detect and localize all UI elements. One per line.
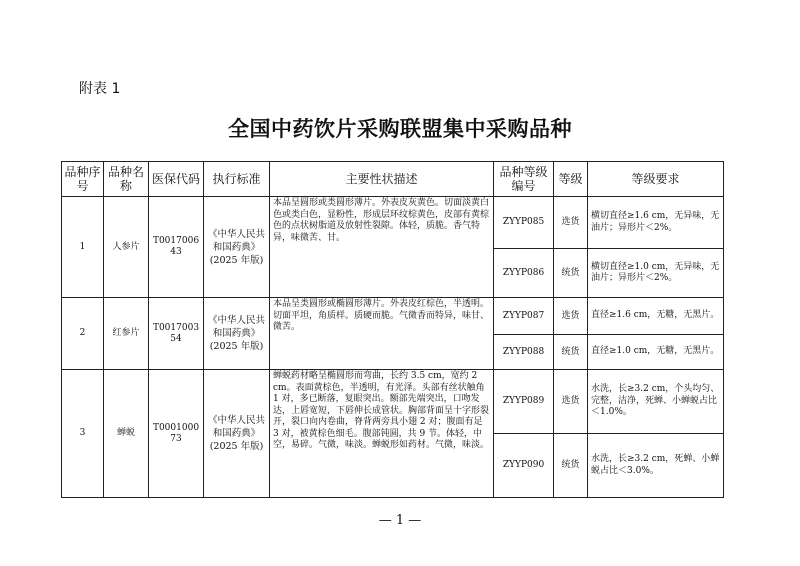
- page-number: — 1 —: [378, 513, 422, 528]
- cell-standard: 《中华人民共和国药典》(2025 年版): [204, 298, 270, 370]
- cell-name: 红参片: [104, 298, 149, 370]
- cell-grade: 选货: [554, 298, 588, 335]
- page-title: 全国中药饮片采购联盟集中采购品种: [228, 116, 572, 141]
- cell-grade-code: ZYYP090: [494, 434, 554, 498]
- cell-grade-code: ZYYP089: [494, 370, 554, 434]
- header-grade-code: 品种等级编号: [494, 162, 554, 197]
- cell-standard: 《中华人民共和国药典》(2025 年版): [204, 370, 270, 498]
- cell-grade-code: ZYYP087: [494, 298, 554, 335]
- cell-grade-req: 水洗，长≥3.2 cm，个头均匀、完整，洁净，死蝉、小蝉蜕占比＜1.0%。: [588, 370, 724, 434]
- cell-description: 本品呈圆形或类圆形薄片。外表皮灰黄色。切面淡黄白色或类白色，显粉性，形成层环纹棕黄色，皮部有黄棕色的点状树脂道及放射性裂隙。体轻，质脆。香气特异，味微苦、甘。: [270, 197, 494, 298]
- cell-grade: 统货: [554, 434, 588, 498]
- cell-grade-req: 水洗，长≥3.2 cm，死蝉、小蝉蜕占比＜3.0%。: [588, 434, 724, 498]
- cell-grade: 选货: [554, 197, 588, 249]
- header-code: 医保代码: [149, 162, 204, 197]
- table-header-row: [62, 162, 724, 197]
- cell-code: T000100073: [149, 370, 204, 498]
- cell-standard: 《中华人民共和国药典》(2025 年版): [204, 197, 270, 298]
- cell-grade-req: 横切直径≥1.6 cm，无异味，无油片；异形片＜2%。: [588, 197, 724, 249]
- cell-grade-req: 直径≥1.6 cm，无糖，无黑片。: [588, 298, 724, 335]
- cell-code: T001700643: [149, 197, 204, 298]
- header-standard: 执行标准: [204, 162, 270, 197]
- header-seq: 品种序号: [62, 162, 104, 197]
- cell-grade: 统货: [554, 335, 588, 370]
- header-grade: 等级: [554, 162, 588, 197]
- cell-grade-code: ZYYP088: [494, 335, 554, 370]
- cell-code: T001700354: [149, 298, 204, 370]
- cell-seq: 2: [62, 298, 104, 370]
- cell-grade-code: ZYYP085: [494, 197, 554, 249]
- table-row: [62, 370, 724, 434]
- table-row: [62, 298, 724, 335]
- cell-description: 蝉蜕药材略呈椭圆形而弯曲，长约 3.5 cm，宽约 2 cm。表面黄棕色，半透明，有光泽。头部有丝状触角 1 对，多已断落，复眼突出。额部先端突出，口吻发达，上唇宽短，下唇伸长成管状。胸部背面呈十字形裂开，裂口向内卷曲，脊背两旁具小翅 2 对；腹面有足 3 对，被黄棕色细毛。腹部钝圆，共 9 节。体轻，中空，易碎。气微，味淡。蝉蜕形如药材。气微，味淡。: [270, 370, 494, 498]
- procurement-table: [61, 161, 724, 498]
- cell-grade-req: 直径≥1.0 cm，无糖，无黑片。: [588, 335, 724, 370]
- cell-name: 人参片: [104, 197, 149, 298]
- cell-seq: 1: [62, 197, 104, 298]
- table-row: [62, 197, 724, 249]
- cell-description: 本品呈类圆形或椭圆形薄片。外表皮红棕色，半透明。切面平坦，角质样。质硬而脆。气微香而特异，味甘、微苦。: [270, 298, 494, 370]
- attachment-label: 附表 1: [79, 81, 121, 97]
- cell-seq: 3: [62, 370, 104, 498]
- header-description: 主要性状描述: [270, 162, 494, 197]
- cell-grade: 选货: [554, 370, 588, 434]
- cell-grade-code: ZYYP086: [494, 249, 554, 298]
- header-name: 品种名称: [104, 162, 149, 197]
- cell-grade-req: 横切直径≥1.0 cm，无异味，无油片；异形片＜2%。: [588, 249, 724, 298]
- cell-grade: 统货: [554, 249, 588, 298]
- cell-name: 蝉蜕: [104, 370, 149, 498]
- header-grade-req: 等级要求: [588, 162, 724, 197]
